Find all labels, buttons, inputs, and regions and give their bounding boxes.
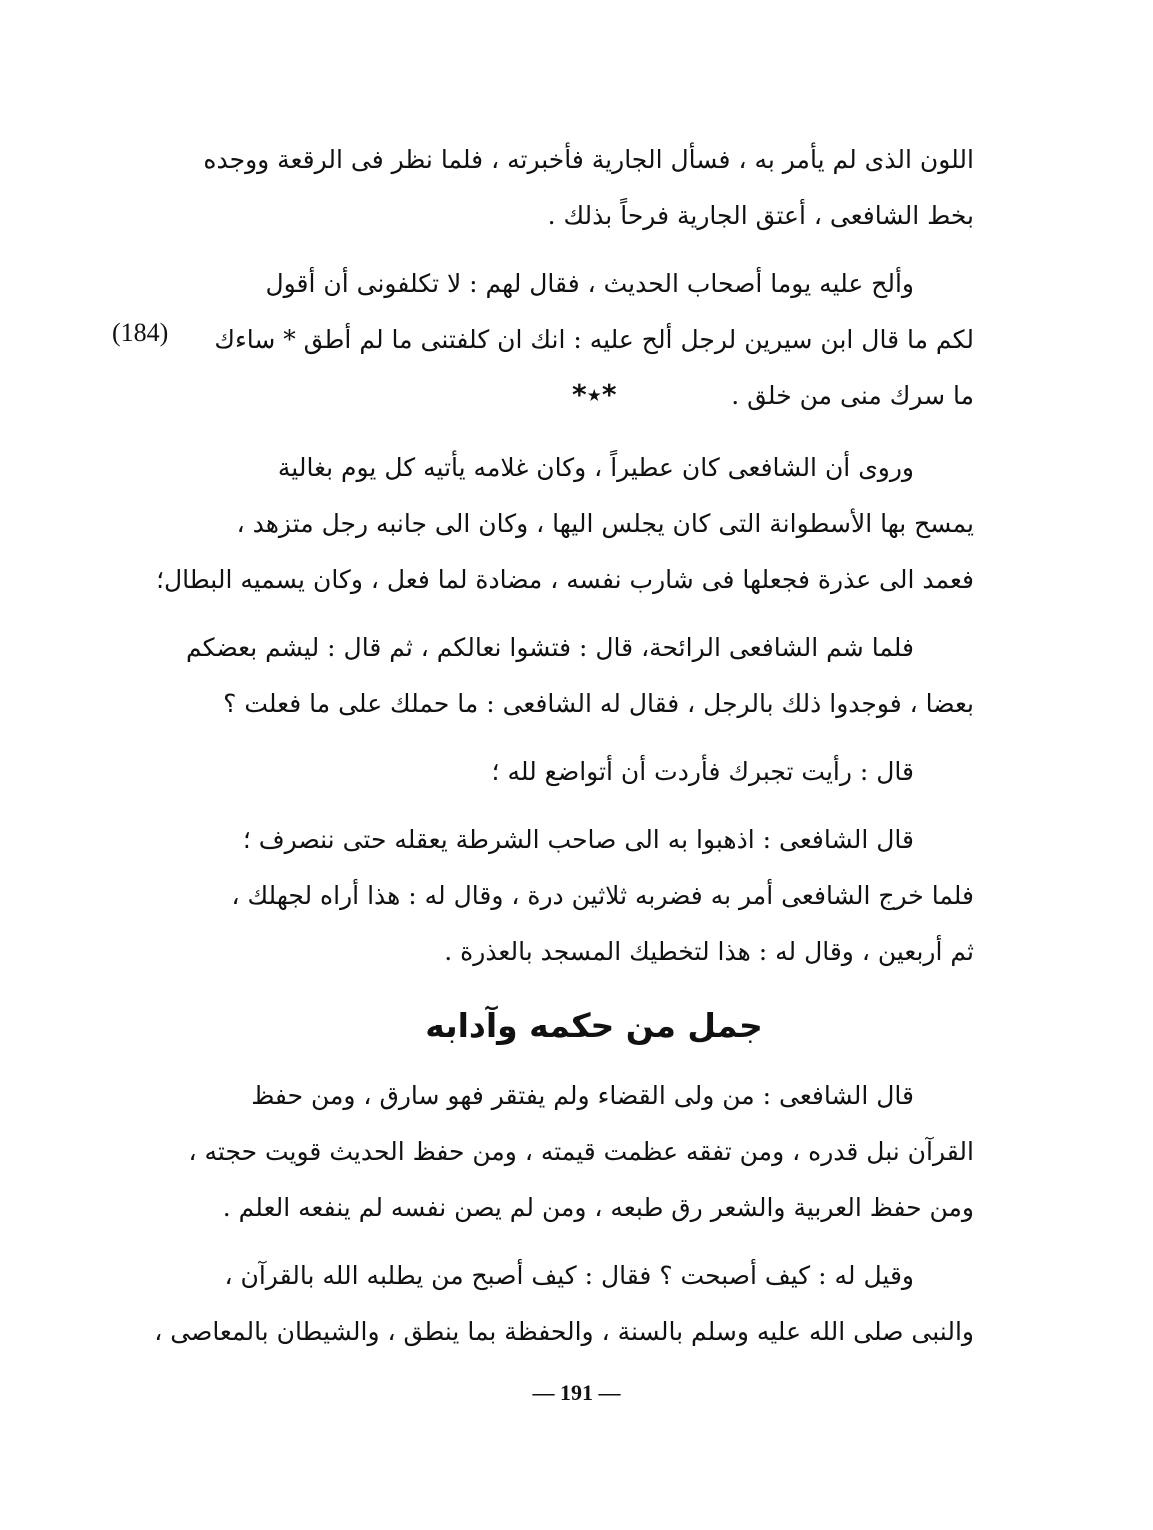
text-line: يمسح بها الأسطوانة التى كان يجلس اليها ، وكان الى جانبه رجل متزهد ، — [236, 509, 974, 538]
text-line: القرآن نبل قدره ، ومن تفقه عظمت قيمته ، ومن حفظ الحديث قويت حجته ، — [188, 1137, 974, 1166]
text-line: ما سرك منى من خلق . — [731, 381, 974, 410]
text-line: لكم ما قال ابن سيرين لرجل ألح عليه : انك ان كلفتنى ما لم أطق * ساءك — [214, 325, 974, 354]
paragraph — [214, 744, 974, 800]
text-line: وروى أن الشافعى كان عطيراً ، وكان غلامه يأتيه كل يوم بغالية — [277, 453, 914, 482]
paragraph — [156, 440, 974, 608]
text-line: والنبى صلى الله عليه وسلم بالسنة ، والحفظة بما ينطق ، والشيطان بالمعاصى ، — [154, 1317, 974, 1346]
text-line: بعضا ، فوجدوا ذلك بالرجل ، فقال له الشافعى : ما حملك على ما فعلت ؟ — [223, 689, 974, 718]
text-line: ثم أربعين ، وقال له : هذا لتخطيك المسجد بالعذرة . — [444, 937, 974, 966]
text-line: قال الشافعى : اذهبوا به الى صاحب الشرطة يعقله حتى ننصرف ؛ — [242, 825, 914, 854]
section-heading: جمل من حكمه وآدابه — [425, 1006, 763, 1045]
text-line: اللون الذى لم يأمر به ، فسأل الجارية فأخبرته ، فلما نظر فى الرقعة ووجده — [203, 145, 974, 174]
margin-reference-number: (184) — [112, 318, 169, 347]
text-line: وقيل له : كيف أصبحت ؟ فقال : كيف أصبح من يطلبه الله بالقرآن ، — [224, 1261, 914, 1290]
paragraph — [154, 1248, 974, 1360]
paragraph — [186, 620, 974, 732]
text-line: وألح عليه يوما أصحاب الحديث ، فقال لهم : لا تكلفونى أن أقول — [265, 269, 914, 298]
paragraph — [188, 1068, 974, 1236]
text-line: بخط الشافعى ، أعتق الجارية فرحاً بذلك . — [547, 201, 974, 230]
paragraph — [203, 132, 974, 244]
text-line: فعمد الى عذرة فجعلها فى شارب نفسه ، مضادة لما فعل ، وكان يسميه البطال؛ — [156, 565, 974, 594]
text-line: قال الشافعى : من ولى القضاء ولم يفتقر فهو سارق ، ومن حفظ — [251, 1081, 914, 1110]
text-section-3 — [154, 1068, 974, 1360]
text-line: فلما شم الشافعى الرائحة، قال : فتشوا نعالكم ، ثم قال : ليشم بعضكم — [186, 633, 914, 662]
text-line: ومن حفظ العربية والشعر رق طبعه ، ومن لم يصن نفسه لم ينفعه العلم . — [222, 1193, 974, 1222]
text-line: فلما خرج الشافعى أمر به فضربه ثلاثين درة ، وقال له : هذا أراه لجهلك ، — [231, 881, 974, 910]
paragraph — [214, 812, 974, 980]
text-line: قال : رأيت تجبرك فأردت أن أتواضع لله ؛ — [491, 757, 914, 786]
page-number: — 191 — — [532, 1380, 621, 1405]
text-section-2 — [156, 440, 974, 980]
section-separator: *٭* — [572, 378, 617, 411]
